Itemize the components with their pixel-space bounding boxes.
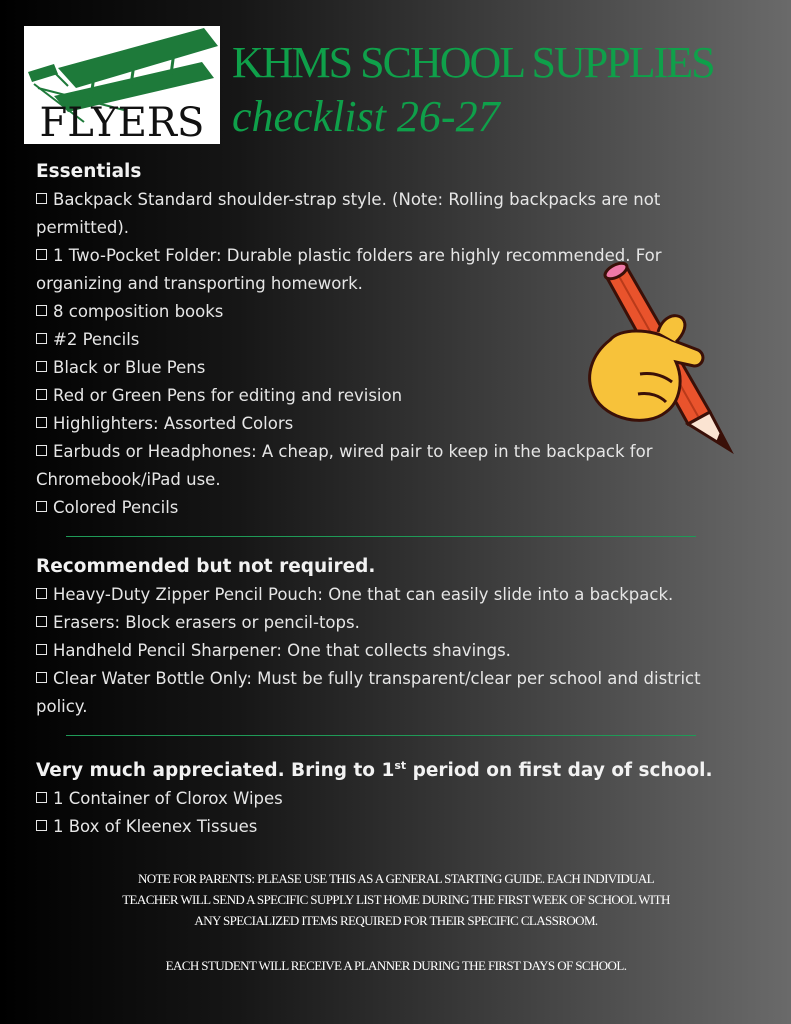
- checkbox-icon[interactable]: [36, 305, 47, 316]
- checkbox-icon[interactable]: [36, 389, 47, 400]
- list-item: 8 composition books: [36, 298, 736, 326]
- checkbox-icon[interactable]: [36, 644, 47, 655]
- section-heading: Recommended but not required.: [36, 556, 376, 577]
- section-appreciated: [36, 752, 736, 841]
- page-title: KHMS SCHOOL SUPPLIES: [232, 38, 714, 87]
- flyers-logo: [24, 26, 220, 144]
- list-item: 1 Container of Clorox Wipes: [36, 785, 736, 813]
- checkbox-icon[interactable]: [36, 333, 47, 344]
- checkbox-icon[interactable]: [36, 501, 47, 512]
- list-item: #2 Pencils: [36, 326, 736, 354]
- parent-note: NOTE FOR PARENTS: PLEASE USE THIS AS A GENERAL STARTING GUIDE. EACH INDIVIDUAL TEACHER WILL SEND A SPECIFIC SUPPLY LIST HOME DURING THE FIRST WEEK OF SCHOOL WITH ANY SPECIALIZED ITEMS REQUIRED FOR THEIR SPECIFIC CLASSROOM.: [122, 871, 670, 928]
- list-item: 1 Two-Pocket Folder: Durable plastic folders are highly recommended. For organizing and transporting homework.: [36, 246, 662, 293]
- page-subtitle: checklist 26-27: [232, 92, 500, 141]
- checkbox-icon[interactable]: [36, 193, 47, 204]
- list-item: Backpack Standard shoulder-strap style. (Note: Rolling backpacks are not permitted).: [36, 190, 661, 237]
- list-item: Colored Pencils: [36, 494, 736, 522]
- planner-note: EACH STUDENT WILL RECEIVE A PLANNER DURING THE FIRST DAYS OF SCHOOL.: [165, 958, 627, 973]
- checkbox-icon[interactable]: [36, 417, 47, 428]
- checkbox-icon[interactable]: [36, 445, 47, 456]
- list-item: Clear Water Bottle Only: Must be fully transparent/clear per school and district policy.: [36, 669, 701, 716]
- checkbox-icon[interactable]: [36, 361, 47, 372]
- list-item: Black or Blue Pens: [36, 354, 736, 382]
- list-item: Handheld Pencil Sharpener: One that collects shavings.: [36, 637, 736, 665]
- section-divider: [66, 735, 696, 736]
- section-divider: [66, 536, 696, 537]
- list-item: Heavy-Duty Zipper Pencil Pouch: One that can easily slide into a backpack.: [36, 581, 736, 609]
- list-item: 1 Box of Kleenex Tissues: [36, 813, 736, 841]
- checkbox-icon[interactable]: [36, 588, 47, 599]
- checkbox-icon[interactable]: [36, 616, 47, 627]
- checkbox-icon[interactable]: [36, 249, 47, 260]
- list-item: Earbuds or Headphones: A cheap, wired pair to keep in the backpack for Chromebook/iPad use.: [36, 442, 653, 489]
- hand-pencil-icon: [580, 262, 740, 457]
- section-heading: Very much appreciated. Bring to 1st period on first day of school.: [36, 759, 713, 782]
- logo-text: FLYERS: [39, 100, 205, 146]
- checkbox-icon[interactable]: [36, 672, 47, 683]
- section-recommended: [36, 553, 736, 736]
- section-heading: Essentials: [36, 161, 142, 182]
- checkbox-icon[interactable]: [36, 792, 47, 803]
- list-item: Red or Green Pens for editing and revision: [36, 382, 736, 410]
- checkbox-icon[interactable]: [36, 820, 47, 831]
- list-item: Highlighters: Assorted Colors: [36, 410, 736, 438]
- checklist: [36, 158, 736, 841]
- list-item: Erasers: Block erasers or pencil-tops.: [36, 609, 736, 637]
